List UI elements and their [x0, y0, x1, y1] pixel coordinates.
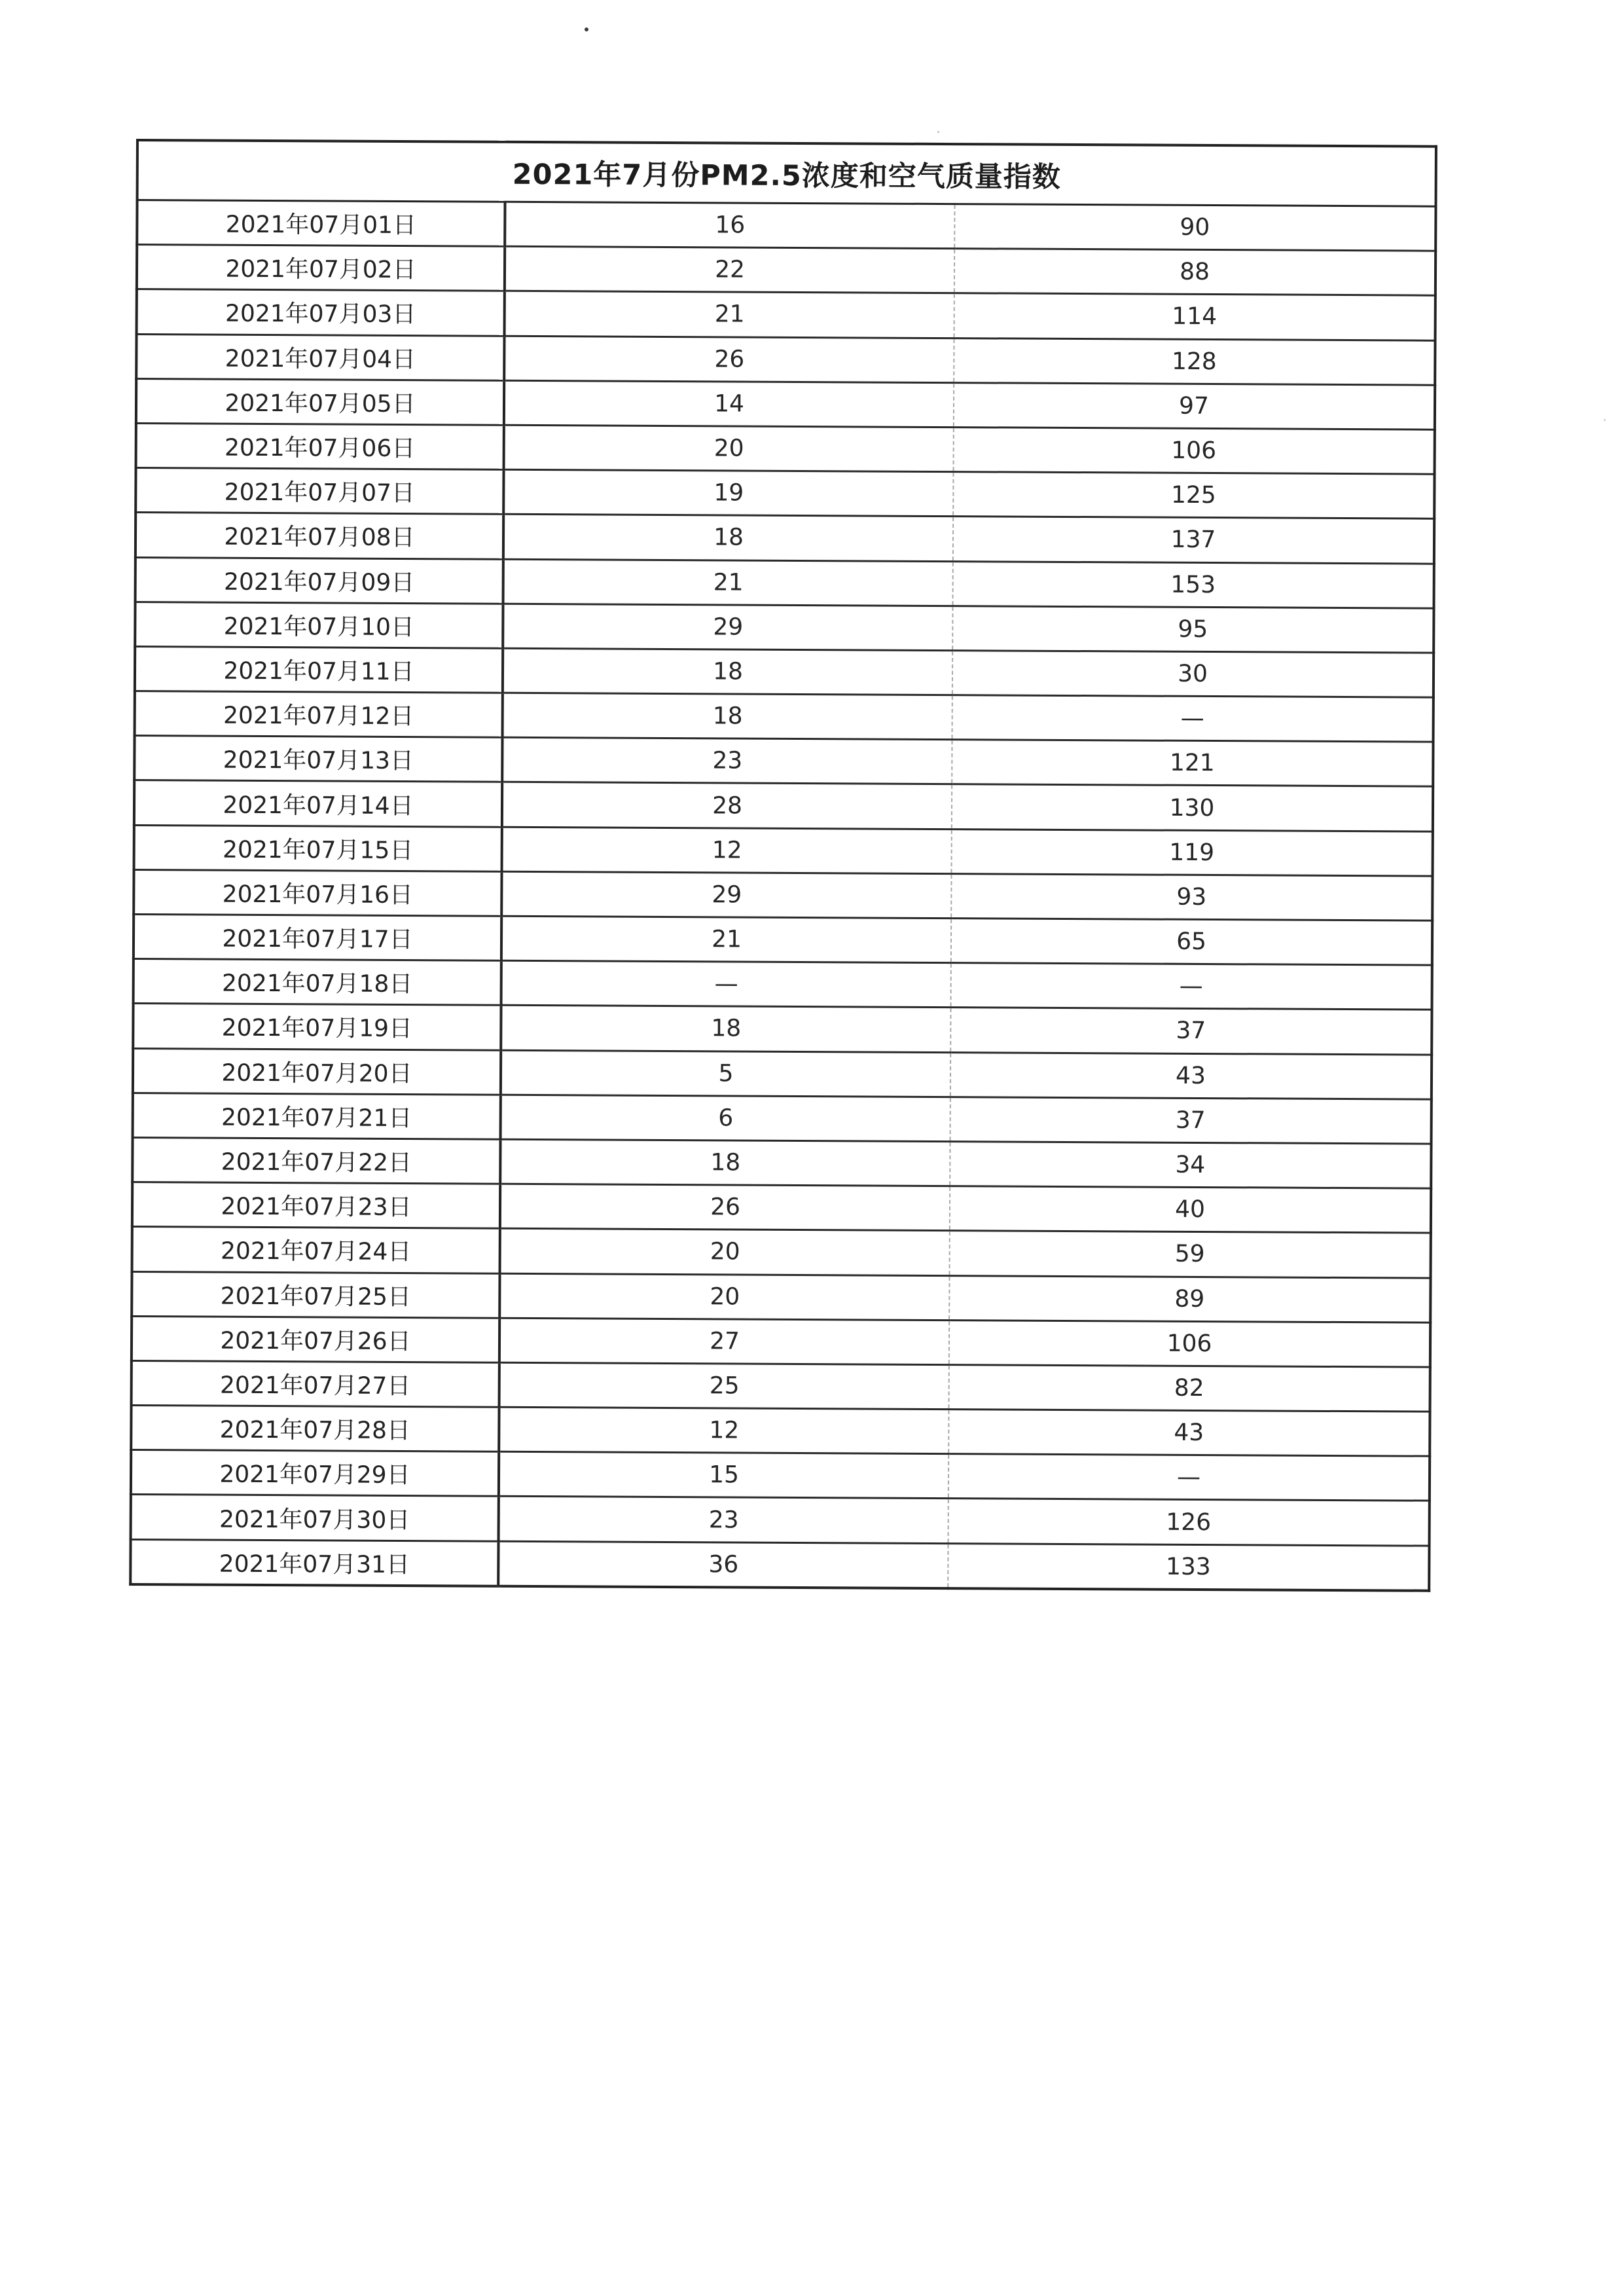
date-cell: 2021年07月13日 — [134, 736, 502, 782]
aqi-cell: 40 — [950, 1186, 1431, 1233]
table-title-row — [137, 140, 1436, 206]
pm25-cell: 20 — [500, 1229, 950, 1276]
aqi-cell: 89 — [949, 1275, 1430, 1322]
table-row — [135, 602, 1434, 653]
pm25-cell: 15 — [499, 1451, 948, 1499]
aqi-cell: 88 — [954, 249, 1435, 296]
pm25-cell: — — [501, 960, 951, 1008]
table-row — [132, 1360, 1430, 1412]
aqi-cell: 125 — [953, 472, 1434, 519]
date-cell: 2021年07月06日 — [136, 423, 504, 469]
table-row — [131, 1495, 1430, 1546]
table-row — [134, 825, 1433, 876]
pm25-cell: 6 — [501, 1095, 950, 1142]
table-row — [134, 914, 1432, 965]
aqi-cell: 37 — [950, 1097, 1432, 1144]
date-cell: 2021年07月24日 — [132, 1227, 500, 1273]
table-row — [132, 1227, 1431, 1278]
table-row — [131, 1406, 1430, 1457]
pm25-cell: 16 — [505, 202, 954, 249]
table-row — [137, 289, 1435, 340]
aqi-cell: 121 — [952, 740, 1433, 787]
date-cell: 2021年07月16日 — [134, 869, 501, 916]
pm25-cell: 20 — [504, 425, 954, 472]
aqi-cell: 97 — [954, 382, 1435, 429]
pm25-cell: 28 — [502, 782, 952, 829]
date-cell: 2021年07月25日 — [132, 1271, 499, 1318]
aqi-cell: — — [952, 695, 1434, 742]
pm25-cell: 18 — [503, 693, 952, 740]
date-cell: 2021年07月29日 — [131, 1450, 499, 1497]
table-row — [135, 468, 1434, 519]
table-row — [134, 780, 1433, 831]
pm25-cell: 21 — [505, 291, 954, 338]
table-row — [135, 513, 1434, 564]
aqi-cell: 106 — [954, 428, 1435, 475]
date-cell: 2021年07月07日 — [135, 468, 503, 515]
aqi-cell: 43 — [950, 1052, 1432, 1099]
pm25-cell: 18 — [503, 648, 952, 695]
scan-speck — [1604, 419, 1606, 421]
table-row — [132, 1182, 1431, 1233]
date-cell: 2021年07月26日 — [132, 1316, 499, 1362]
pm25-cell: 27 — [499, 1318, 949, 1365]
aqi-cell: — — [951, 963, 1432, 1010]
pm25-cell: 5 — [501, 1050, 950, 1097]
aqi-cell: 137 — [953, 517, 1434, 564]
aqi-cell: 93 — [951, 873, 1432, 920]
pm25-cell: 29 — [501, 871, 951, 919]
pm25-cell: 29 — [503, 604, 952, 651]
table-title: 2021年7月份PM2.5浓度和空气质量指数 — [137, 140, 1436, 206]
table-row — [133, 1048, 1432, 1099]
pm25-cell: 14 — [504, 380, 954, 428]
aqi-cell: 30 — [952, 650, 1434, 697]
table-row — [135, 557, 1434, 608]
table-body — [130, 200, 1435, 1591]
aqi-cell: 90 — [954, 204, 1435, 251]
aqi-cell: 37 — [950, 1008, 1432, 1055]
pm25-cell: 18 — [501, 1006, 950, 1053]
date-cell: 2021年07月18日 — [134, 959, 501, 1006]
aqi-cell: 128 — [954, 338, 1435, 385]
date-cell: 2021年07月23日 — [132, 1182, 500, 1229]
table-row — [133, 1004, 1432, 1055]
aqi-cell: 43 — [948, 1410, 1430, 1457]
date-cell: 2021年07月28日 — [131, 1406, 499, 1452]
pm25-cell: 19 — [503, 469, 953, 517]
date-cell: 2021年07月03日 — [137, 289, 505, 336]
table-row — [135, 691, 1434, 742]
aqi-cell: 130 — [952, 784, 1433, 831]
pm25-cell: 23 — [502, 737, 952, 784]
table-row — [134, 869, 1432, 920]
date-cell: 2021年07月15日 — [134, 825, 502, 871]
pm25-cell: 12 — [502, 827, 952, 874]
table-row — [132, 1271, 1430, 1322]
pm25-cell: 12 — [499, 1407, 948, 1454]
table-row — [130, 1539, 1429, 1590]
table-row — [137, 245, 1435, 296]
aqi-cell: 133 — [1165, 1553, 1211, 1580]
date-cell: 2021年07月02日 — [137, 245, 505, 291]
pm25-cell: 22 — [505, 246, 954, 293]
date-cell: 2021年07月21日 — [133, 1093, 501, 1139]
date-cell: 2021年07月10日 — [135, 602, 503, 648]
table-row — [134, 736, 1433, 787]
pm25-cell: 25 — [499, 1362, 949, 1410]
scan-speck — [937, 131, 939, 133]
table-row — [136, 334, 1435, 385]
table-row — [136, 378, 1435, 429]
pm25-aqi-table — [129, 139, 1437, 1592]
aqi-cell: 65 — [951, 919, 1432, 966]
aqi-cell: 126 — [948, 1499, 1430, 1546]
pm25-cell: 21 — [501, 916, 951, 963]
table-row — [133, 1093, 1432, 1144]
table-row — [132, 1316, 1430, 1367]
date-cell: 2021年07月17日 — [134, 914, 501, 960]
date-cell: 2021年07月12日 — [135, 691, 503, 738]
aqi-cell: 82 — [949, 1364, 1430, 1412]
aqi-cell: 119 — [952, 829, 1433, 876]
table-row — [137, 200, 1435, 251]
table-row — [136, 423, 1435, 474]
scan-speck — [585, 27, 588, 31]
table-row — [134, 959, 1432, 1010]
aqi-cell: 153 — [953, 561, 1434, 608]
date-cell: 2021年07月20日 — [133, 1048, 501, 1095]
pm25-cell: 21 — [503, 559, 953, 606]
date-cell: 2021年07月19日 — [133, 1004, 501, 1050]
table-row — [132, 1137, 1431, 1188]
aqi-cell: 34 — [950, 1142, 1431, 1189]
date-cell: 2021年07月09日 — [135, 557, 503, 604]
aqi-cell: 114 — [954, 293, 1435, 340]
date-cell: 2021年07月22日 — [132, 1137, 500, 1184]
aqi-cell: 95 — [952, 606, 1434, 653]
date-cell: 2021年07月14日 — [134, 780, 502, 827]
aqi-cell: — — [948, 1454, 1430, 1501]
pm25-cell: 18 — [500, 1139, 950, 1186]
aqi-cell: 59 — [950, 1231, 1431, 1278]
date-cell: 2021年07月30日 — [131, 1495, 499, 1541]
date-cell: 2021年07月05日 — [136, 378, 504, 425]
pm25-cell: 23 — [499, 1497, 948, 1544]
date-cell: 2021年07月04日 — [136, 334, 504, 380]
pm25-cell: 18 — [503, 515, 953, 562]
aqi-cell: 106 — [949, 1320, 1430, 1367]
table-row — [135, 646, 1434, 697]
date-cell: 2021年07月31日 — [130, 1539, 498, 1586]
date-cell: 2021年07月08日 — [135, 513, 503, 559]
pm25-cell: 36 — [498, 1541, 948, 1588]
pm25-cell: 20 — [499, 1273, 949, 1321]
date-cell: 2021年07月27日 — [132, 1360, 499, 1407]
date-cell: 2021年07月01日 — [137, 200, 505, 247]
pm25-cell: 26 — [500, 1184, 950, 1231]
pm25-cell: 26 — [504, 336, 954, 383]
document-sheet — [129, 139, 1435, 1592]
table-row — [131, 1450, 1430, 1501]
date-cell: 2021年07月11日 — [135, 646, 503, 693]
